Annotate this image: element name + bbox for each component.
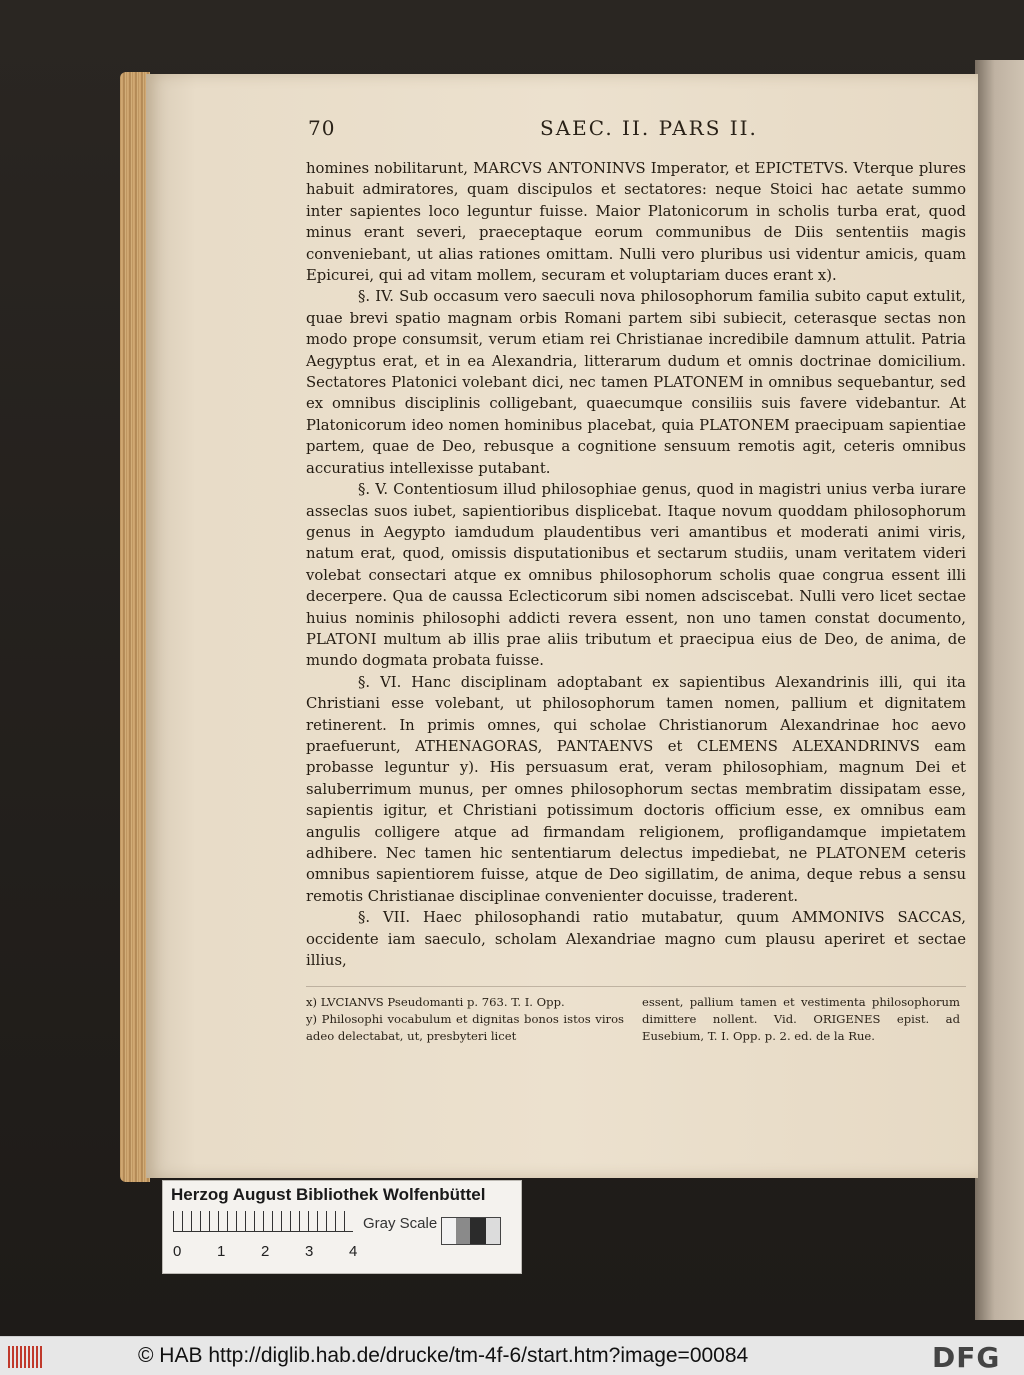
paragraph-section-v: §. V. Contentiosum illud philosophiae genus, quod in magistri unius verba iurare asseclas suos iubet, sapientioribus displicebat. Itaque novum quoddam philosophorum genus in Aegypto iamdudum plaudentibus veri amantibus et moderati animi viris, natum erat, quod, omissis disputationibus et sectarum studiis, unam veritatem videri volebat consectari atque ex omnibus philosophorum scholis quae congrua essent illi decerpere. Qua de caussa Eclecticorum sibi nomen adsciscebat. Nulli vero licet sectae huius nominis philosophi addicti revera essent, non uno tamen constat documento, PLATONI multum ab illis prae aliis tributum et praecipua eius de Deo, de anima, de mundo dogmata probata fuisse. [306, 481, 966, 670]
dfg-logo[interactable]: DFG [932, 1341, 1001, 1374]
running-title: SAEC. II. PARS II. [540, 116, 758, 140]
hab-logo-icon[interactable] [8, 1346, 42, 1368]
paragraph-section-vii: §. VII. Haec philosophandi ratio mutabatur, quum AMMONIVS SACCAS, occidente iam saeculo, scholam Alexandriae magno cum plausu aperiret et sectae illius, [306, 909, 966, 970]
ruler-numbers [169, 1243, 369, 1263]
permalink-link[interactable]: © HAB http://diglib.hab.de/drucke/tm-4f-6/start.htm?image=00084 [138, 1344, 749, 1367]
paragraph-section-iv: §. IV. Sub occasum vero saeculi nova philosophorum familia subito caput extulit, quae brevi spatio magnam orbis Romani partem sibi subiecit, ceterasque sectas non modo prope consumsit, verum etiam rei Christianae incredibile damnum attulit. Patria Aegyptus erat, et in ea Alexandria, litterarum dudum et omnis doctrinae domicilium. Sectatores Platonici volebant dici, nec tamen PLATONEM in omnibus sequebantur, sed ex omnibus disciplinis colligebant, quaecumque consiliis suis favere videbantur. At Platonicorum ideo nomen hominibus placebat, quia PLATONEM praecipuam sapientiae partem, quae de Deo, rebusque a cognitione sensuum remotis agit, ceteris omnibus accuratius intellexisse putabant. [306, 288, 966, 477]
paragraph-section-vi: §. VI. Hanc disciplinam adoptabant ex sapientibus Alexandrinis illi, qui ita Christiani esse volebant, ut philosophorum tamen nomen, pallium et dignitatem retinerent. In primis omnes, qui scholae Christianorum Alexandrinae hoc aevo praefuerunt, ATHENAGORAS, PANTAENVS et CLEMENS ALEXANDRINVS eam probasse leguntur y). His persuasum erat, veram philosophiam, magnum Dei et saluberrimum munus, per omnes philosophorum sectas membratim dissipatam esse, sapientis igitur, et Christiani potissimum doctoris officium esse, ex omnibus eam angulis colligere atque ad firmandam religionem, profligandamque impietatem adhibere. Nec tamen hic sententiarum delectus impediebat, ne PLATONEM ceteris omnibus sapientiorem fuisse, atque de Deo sigillatim, de anima, deque rebus a sensu remotis Christianae disciplinae convenienter docuisse, traderent. [306, 673, 966, 905]
swatch-white [442, 1218, 456, 1244]
footnotes-right-column [642, 994, 960, 1045]
ruler-icon [173, 1211, 353, 1232]
viewer-footer [0, 1336, 1024, 1375]
gray-scale-label: Gray Scale [363, 1215, 438, 1232]
gray-scale-swatches [441, 1217, 501, 1245]
footnote-separator [306, 986, 966, 987]
paragraph-continuation: homines nobilitarunt, MARCVS ANTONINVS Imperator, et EPICTETVS. Vterque plures habuit admiratores, quam discipulos et sectatores: neque Stoici hac aetate summo inter sapientes loco leguntur fuisse. Maior Platonicorum in scholis turba erat, quod minus erant severi, praeceptaque eorum communibus de Diis sententiis magis conveniebant, ut alias rationes omittam. Nulli vero pluribus usi videntur amicis, quam Epicurei, qui ad vitam mollem, securam et voluptariam duces erant x). [306, 160, 966, 285]
footnote-x: x) LVCIANVS Pseudomanti p. 763. T. I. Opp. [306, 995, 565, 1009]
page-number: 70 [308, 116, 336, 140]
swatch-black [470, 1218, 486, 1244]
footnotes-left-column [306, 994, 624, 1045]
ruler-tick-3: 3 [305, 1243, 314, 1260]
body-text [306, 158, 966, 970]
ruler-tick-0: 0 [173, 1243, 182, 1260]
footnote-y-continued: essent, pallium tamen et vestimenta philosophorum dimittere nollent. Vid. ORIGENES epist. ad Eusebium, T. I. Opp. p. 2. ed. de la Rue. [642, 995, 960, 1043]
swatch-light-gray [486, 1218, 500, 1244]
footnote-y: y) Philosophi vocabulum et dignitas bonos istos viros adeo delectabat, ut, presbyteri licet [306, 1012, 624, 1043]
ruler-tick-1: 1 [217, 1243, 226, 1260]
adjacent-page-edge [975, 60, 1024, 1320]
color-scale-card [162, 1180, 522, 1274]
ruler-tick-4: 4 [349, 1243, 358, 1260]
footnotes [306, 994, 966, 1074]
running-head [308, 116, 968, 146]
swatch-mid-gray [456, 1218, 470, 1244]
ruler-tick-2: 2 [261, 1243, 270, 1260]
library-name: Herzog August Bibliothek Wolfenbüttel [171, 1185, 486, 1204]
